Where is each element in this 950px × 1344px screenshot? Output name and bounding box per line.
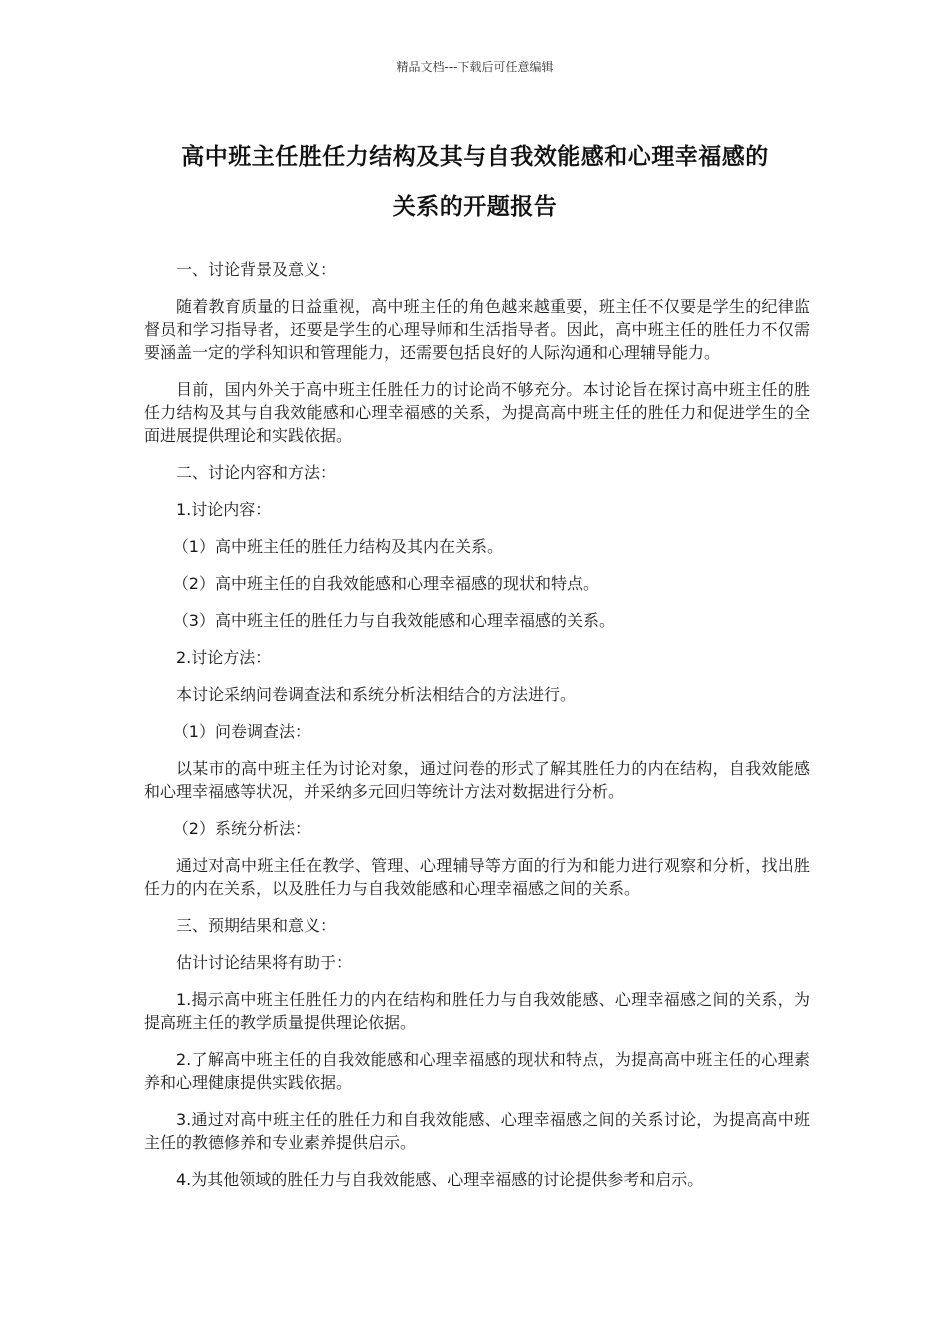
body-paragraph: 目前，国内外关于高中班主任胜任力的讨论尚不够充分。本讨论旨在探讨高中班主任的胜任力结构及其与自我效能感和心理幸福感的关系，为提高高中班主任的胜任力和促进学生的全面进展提供理论和实践依据。 xyxy=(144,380,810,445)
numbered-paragraph: 3.通过对高中班主任的胜任力和自我效能感、心理幸福感之间的关系讨论，为提高高中班主任的教德修养和专业素养提供启示。 xyxy=(144,1110,810,1152)
subheading-methods: 2.讨论方法： xyxy=(176,648,272,667)
section-heading-background: 一、讨论背景及意义： xyxy=(176,260,337,279)
list-item: （1）高中班主任的胜任力结构及其内在关系。 xyxy=(172,537,503,556)
document-title-line-2: 关系的开题报告 xyxy=(392,194,558,220)
list-item: （2）系统分析法： xyxy=(172,819,311,838)
list-item: （3）高中班主任的胜任力与自我效能感和心理幸福感的关系。 xyxy=(172,611,615,630)
numbered-paragraph: 4.为其他领域的胜任力与自我效能感、心理幸福感的讨论提供参考和启示。 xyxy=(176,1170,704,1189)
document-body xyxy=(144,258,810,1205)
body-paragraph: 估计讨论结果将有助于： xyxy=(176,953,353,972)
section-heading-expected-results: 三、预期结果和意义： xyxy=(176,916,337,935)
numbered-paragraph: 2.了解高中班主任的自我效能感和心理幸福感的现状和特点，为提高高中班主任的心理素养和心理健康提供实践依据。 xyxy=(144,1050,810,1092)
document-title-line-1: 高中班主任胜任力结构及其与自我效能感和心理幸福感的 xyxy=(181,144,769,170)
section-heading-content-methods: 二、讨论内容和方法： xyxy=(176,463,337,482)
body-paragraph: 以某市的高中班主任为讨论对象，通过问卷的形式了解其胜任力的内在结构，自我效能感和心理幸福感等状况，并采纳多元回归等统计方法对数据进行分析。 xyxy=(144,759,810,801)
subheading-content: 1.讨论内容： xyxy=(176,500,272,519)
numbered-paragraph: 1.揭示高中班主任胜任力的内在结构和胜任力与自我效能感、心理幸福感之间的关系，为提高班主任的教学质量提供理论依据。 xyxy=(144,990,810,1032)
body-paragraph: 通过对高中班主任在教学、管理、心理辅导等方面的行为和能力进行观察和分析，找出胜任力的内在关系，以及胜任力与自我效能感和心理幸福感之间的关系。 xyxy=(144,856,810,898)
body-paragraph: 本讨论采纳问卷调查法和系统分析法相结合的方法进行。 xyxy=(176,685,577,704)
list-item: （1）问卷调查法： xyxy=(172,722,311,741)
list-item: （2）高中班主任的自我效能感和心理幸福感的现状和特点。 xyxy=(172,574,599,593)
header-note: 精品文档---下载后可任意编辑 xyxy=(396,60,554,74)
body-paragraph: 随着教育质量的日益重视，高中班主任的角色越来越重要，班主任不仅要是学生的纪律监督员和学习指导者，还要是学生的心理导师和生活指导者。因此，高中班主任的胜任力不仅需要涵盖一定的学科知识和管理能力，还需要包括良好的人际沟通和心理辅导能力。 xyxy=(144,297,810,362)
